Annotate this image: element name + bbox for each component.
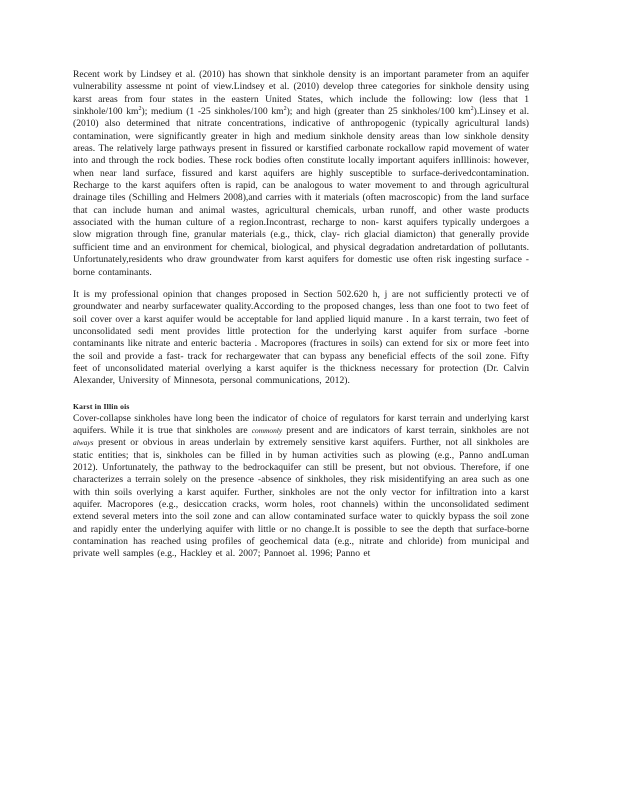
p1-text-1: Recent work by Lindsey et al. (2010) has shown that sinkhole density is an important parameter from an aquifer vulnerability assessme nt point of view.Lindsey et al. (2010) develop three categories for sinkhole density using karst areas from four states in the eastern United States, which include the following: low (less that 1 sinkhole/100 km: [73, 69, 529, 118]
superscript-2: 2: [470, 105, 474, 112]
paragraph-cover-collapse-sinkholes: [73, 413, 529, 561]
section-heading-karst-in-illinois: Karst in Illin ois: [73, 401, 130, 411]
p3-text-3: present or obvious in areas underlain by extremely sensitive karst aquifers. Further, not all sinkholes are static entities; that is, sinkholes can be filled in by human activities such as plowing (e.g., Panno andLuman 2012). Unfortunately, the pathway to the bedrockaquifer can still be present, but not obvious. Therefore, if one characterizes a terrain solely on the presence -absence of sinkholes, they risk misidentifying an area such as one with thin soils overlying a karst aquifer. Further, sinkholes are not the only vector for infiltration into a karst aquifer. Macropores (e.g., desiccation cracks, worm holes, root channels) within the unconsolidated sediment extend several meters into the soil zone and can allow contaminated surface water to quickly bypass the soil zone and rapidly enter the underlying aquifer with little or no change.It is possible to see the depth that surface-borne contamination has reached using profiles of geochemical data (e.g., nitrate and chloride) from municipal and private well samples (e.g., Hackley et al. 2007; Pannoet al. 1996; Panno et: [73, 437, 529, 560]
document-page: [73, 69, 529, 561]
paragraph-sinkhole-density: [73, 69, 529, 279]
p1-text-2: ); medium (1 -25 sinkholes/100 km: [141, 106, 284, 118]
p3-text-1: Cover-collapse sinkholes have long been the indicator of choice of regulators for karst terrain and underlying karst aquifers. While it is true that sinkholes are: [73, 412, 529, 436]
italic-commonly: commonly: [251, 425, 283, 435]
p2-text: It is my professional opinion that changes proposed in Section 502.620 h, j are not sufficiently protecti ve of groundwater and nearby surfacewater quality.According to the proposed changes, less than one foot to two feet of soil cover over a karst aquifer would be acceptable for land applied liquid manure . In a karst terrain, two feet of unconsolidated sedi ment provides little protection for the underlying karst aquifer from surface -borne contaminants like nitrate and enteric bacteria . Macropores (fractures in soils) can extend for six or more feet into the soil and provide a fast- track for rechargewater that can bypass any beneficial effects of the soil zone. Fifty feet of unconsolidated material overlying a karst aquifer is the thickness necessary for protection (Dr. Calvin Alexander, University of Minnesota, personal communications, 2012).: [73, 288, 529, 387]
superscript-2: 2: [283, 105, 287, 112]
p1-text-4: ).Linsey et al. (2010) also determined that nitrate concentrations, indicative of anthropogenic (typically agricultural lands) contamination, were significantly greater in high and medium sinkhole density areas than low sinkhole density areas. The relatively large pathways present in fissured or karstified carbonate rockallow rapid movement of water into and through the rock bodies. These rock bodies often constitute locally important aquifers inIllinois: however, when near land surface, fissured and karst aquifers are highly susceptible to surface-derivedcontamination. Recharge to the karst aquifers often is rapid, can be analogous to water movement to and through agricultural drainage tiles (Schilling and Helmers 2008),and carries with it materials (often macroscopic) from the land surface that can include human and animal wastes, agricultural chemicals, urban runoff, and other waste products associated with the human culture of a region.Incontrast, recharge to non- karst aquifers typically undergoes a slow migration through fine, granular materials (e.g., thick, clay- rich glacial diamicton) that generally provide sufficient time and an environment for chemical, biological, and physical degradation andretardation of pollutants. Unfortunately,residents who draw groundwater from karst aquifers for domestic use often risk ingesting surface -borne contaminants.: [73, 106, 529, 278]
p1-text-3: ); and high (greater than 25 sinkholes/100 km: [286, 106, 471, 118]
superscript-2: 2: [138, 105, 142, 112]
p3-text-2: present and are indicators of karst terrain, sinkholes are not: [286, 424, 529, 436]
paragraph-professional-opinion: [73, 289, 529, 388]
italic-always: always: [73, 438, 94, 448]
